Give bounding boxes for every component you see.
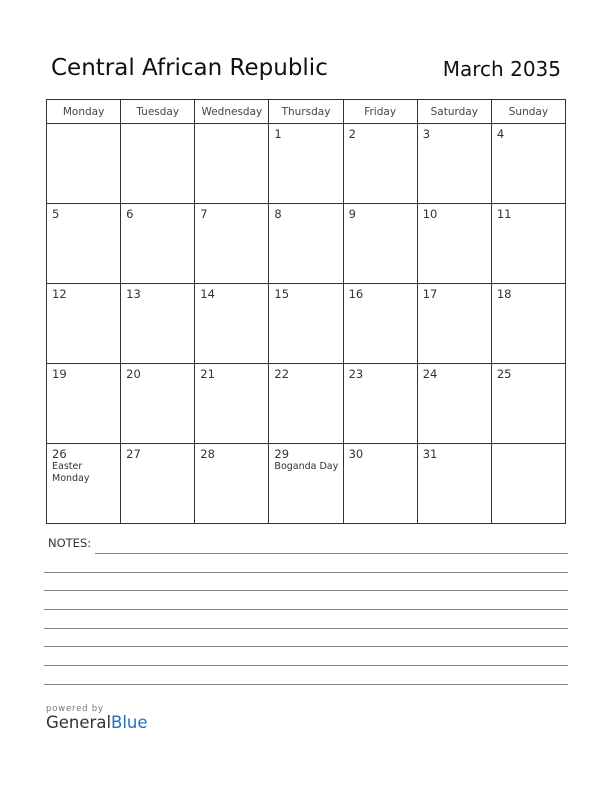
notes-line (44, 572, 568, 573)
day-number: 25 (496, 367, 512, 381)
calendar-week-row (47, 124, 566, 204)
calendar-week-row (47, 364, 566, 444)
calendar-day-cell (491, 124, 565, 204)
brand-name (46, 714, 148, 732)
notes-line (44, 628, 568, 629)
day-number: 2 (348, 127, 356, 141)
notes-line (44, 590, 568, 591)
day-number: 10 (422, 207, 438, 221)
day-number: 15 (274, 287, 290, 301)
day-number: 4 (496, 127, 505, 141)
calendar-day-cell (269, 364, 343, 444)
calendar-week-row (47, 284, 566, 364)
day-number: 29 (274, 447, 290, 461)
holiday-label: Boganda Day (274, 461, 339, 472)
weekday-header: Monday (47, 100, 121, 124)
notes-line (95, 553, 568, 554)
day-number: 18 (496, 287, 512, 301)
calendar-day-cell (417, 444, 491, 524)
calendar-day-cell (491, 444, 565, 524)
day-number: 5 (52, 207, 60, 221)
calendar-day-cell (491, 364, 565, 444)
calendar-day-cell (121, 444, 195, 524)
calendar-day-cell (491, 204, 565, 284)
calendar-day-cell (195, 204, 269, 284)
day-number: 16 (348, 287, 364, 301)
day-number: 6 (126, 207, 134, 221)
calendar-day-cell (343, 444, 417, 524)
day-number: 22 (274, 367, 290, 381)
day-number: 12 (52, 287, 67, 301)
generalblue-logo (46, 704, 148, 732)
calendar-day-cell (343, 124, 417, 204)
calendar-day-cell (343, 364, 417, 444)
weekday-header: Sunday (491, 100, 565, 124)
holiday-label: Easter Monday (52, 461, 90, 484)
calendar-day-cell (47, 444, 121, 524)
day-number: 24 (422, 367, 438, 381)
calendar-day-cell (417, 364, 491, 444)
day-number: 21 (200, 367, 215, 381)
day-number: 14 (200, 287, 215, 301)
brand-name-general: General (46, 713, 112, 732)
day-number: 31 (422, 447, 438, 461)
day-number: 7 (200, 207, 208, 221)
day-number: 28 (200, 447, 215, 461)
calendar-day-cell (195, 284, 269, 364)
calendar-day-cell (269, 444, 343, 524)
day-number: 1 (274, 127, 282, 141)
day-number: 26 (52, 447, 67, 461)
weekday-header: Saturday (417, 100, 491, 124)
notes-line (44, 646, 568, 647)
calendar-day-cell (269, 284, 343, 364)
weekday-header: Thursday (269, 100, 343, 124)
weekday-header: Wednesday (195, 100, 269, 124)
notes-line (44, 684, 568, 685)
weekday-header: Friday (343, 100, 417, 124)
weekday-header-row (47, 100, 566, 124)
calendar-month-title: March 2035 (442, 57, 561, 81)
calendar-day-cell (269, 204, 343, 284)
calendar-day-cell (343, 284, 417, 364)
notes-line (44, 665, 568, 666)
calendar-day-cell (47, 364, 121, 444)
calendar-day-cell (195, 124, 269, 204)
weekday-header: Tuesday (121, 100, 195, 124)
notes-label: NOTES: (48, 536, 92, 550)
calendar-day-cell (121, 124, 195, 204)
calendar-day-cell (195, 444, 269, 524)
day-number: 27 (126, 447, 141, 461)
day-number: 19 (52, 367, 67, 381)
calendar-day-cell (121, 204, 195, 284)
calendar-day-cell (195, 364, 269, 444)
day-number: 11 (496, 207, 512, 221)
powered-by-text: powered by (46, 704, 104, 714)
notes-line (44, 609, 568, 610)
calendar-day-cell (269, 124, 343, 204)
day-number: 9 (348, 207, 356, 221)
calendar-day-cell (47, 204, 121, 284)
day-number: 3 (422, 127, 431, 141)
calendar-country-title: Central African Republic (51, 55, 328, 81)
day-number: 20 (126, 367, 141, 381)
calendar-grid (46, 99, 566, 524)
calendar-day-cell (417, 124, 491, 204)
calendar-week-row (47, 444, 566, 524)
calendar-day-cell (121, 284, 195, 364)
day-number: 17 (422, 287, 438, 301)
calendar-day-cell (417, 204, 491, 284)
calendar-day-cell (47, 124, 121, 204)
calendar-day-cell (47, 284, 121, 364)
day-number: 13 (126, 287, 141, 301)
calendar-day-cell (343, 204, 417, 284)
calendar-day-cell (121, 364, 195, 444)
calendar-day-cell (491, 284, 565, 364)
day-number: 8 (274, 207, 282, 221)
calendar-day-cell (417, 284, 491, 364)
day-number: 30 (348, 447, 364, 461)
day-number: 23 (348, 367, 364, 381)
brand-name-blue: Blue (111, 713, 148, 732)
calendar-week-row (47, 204, 566, 284)
